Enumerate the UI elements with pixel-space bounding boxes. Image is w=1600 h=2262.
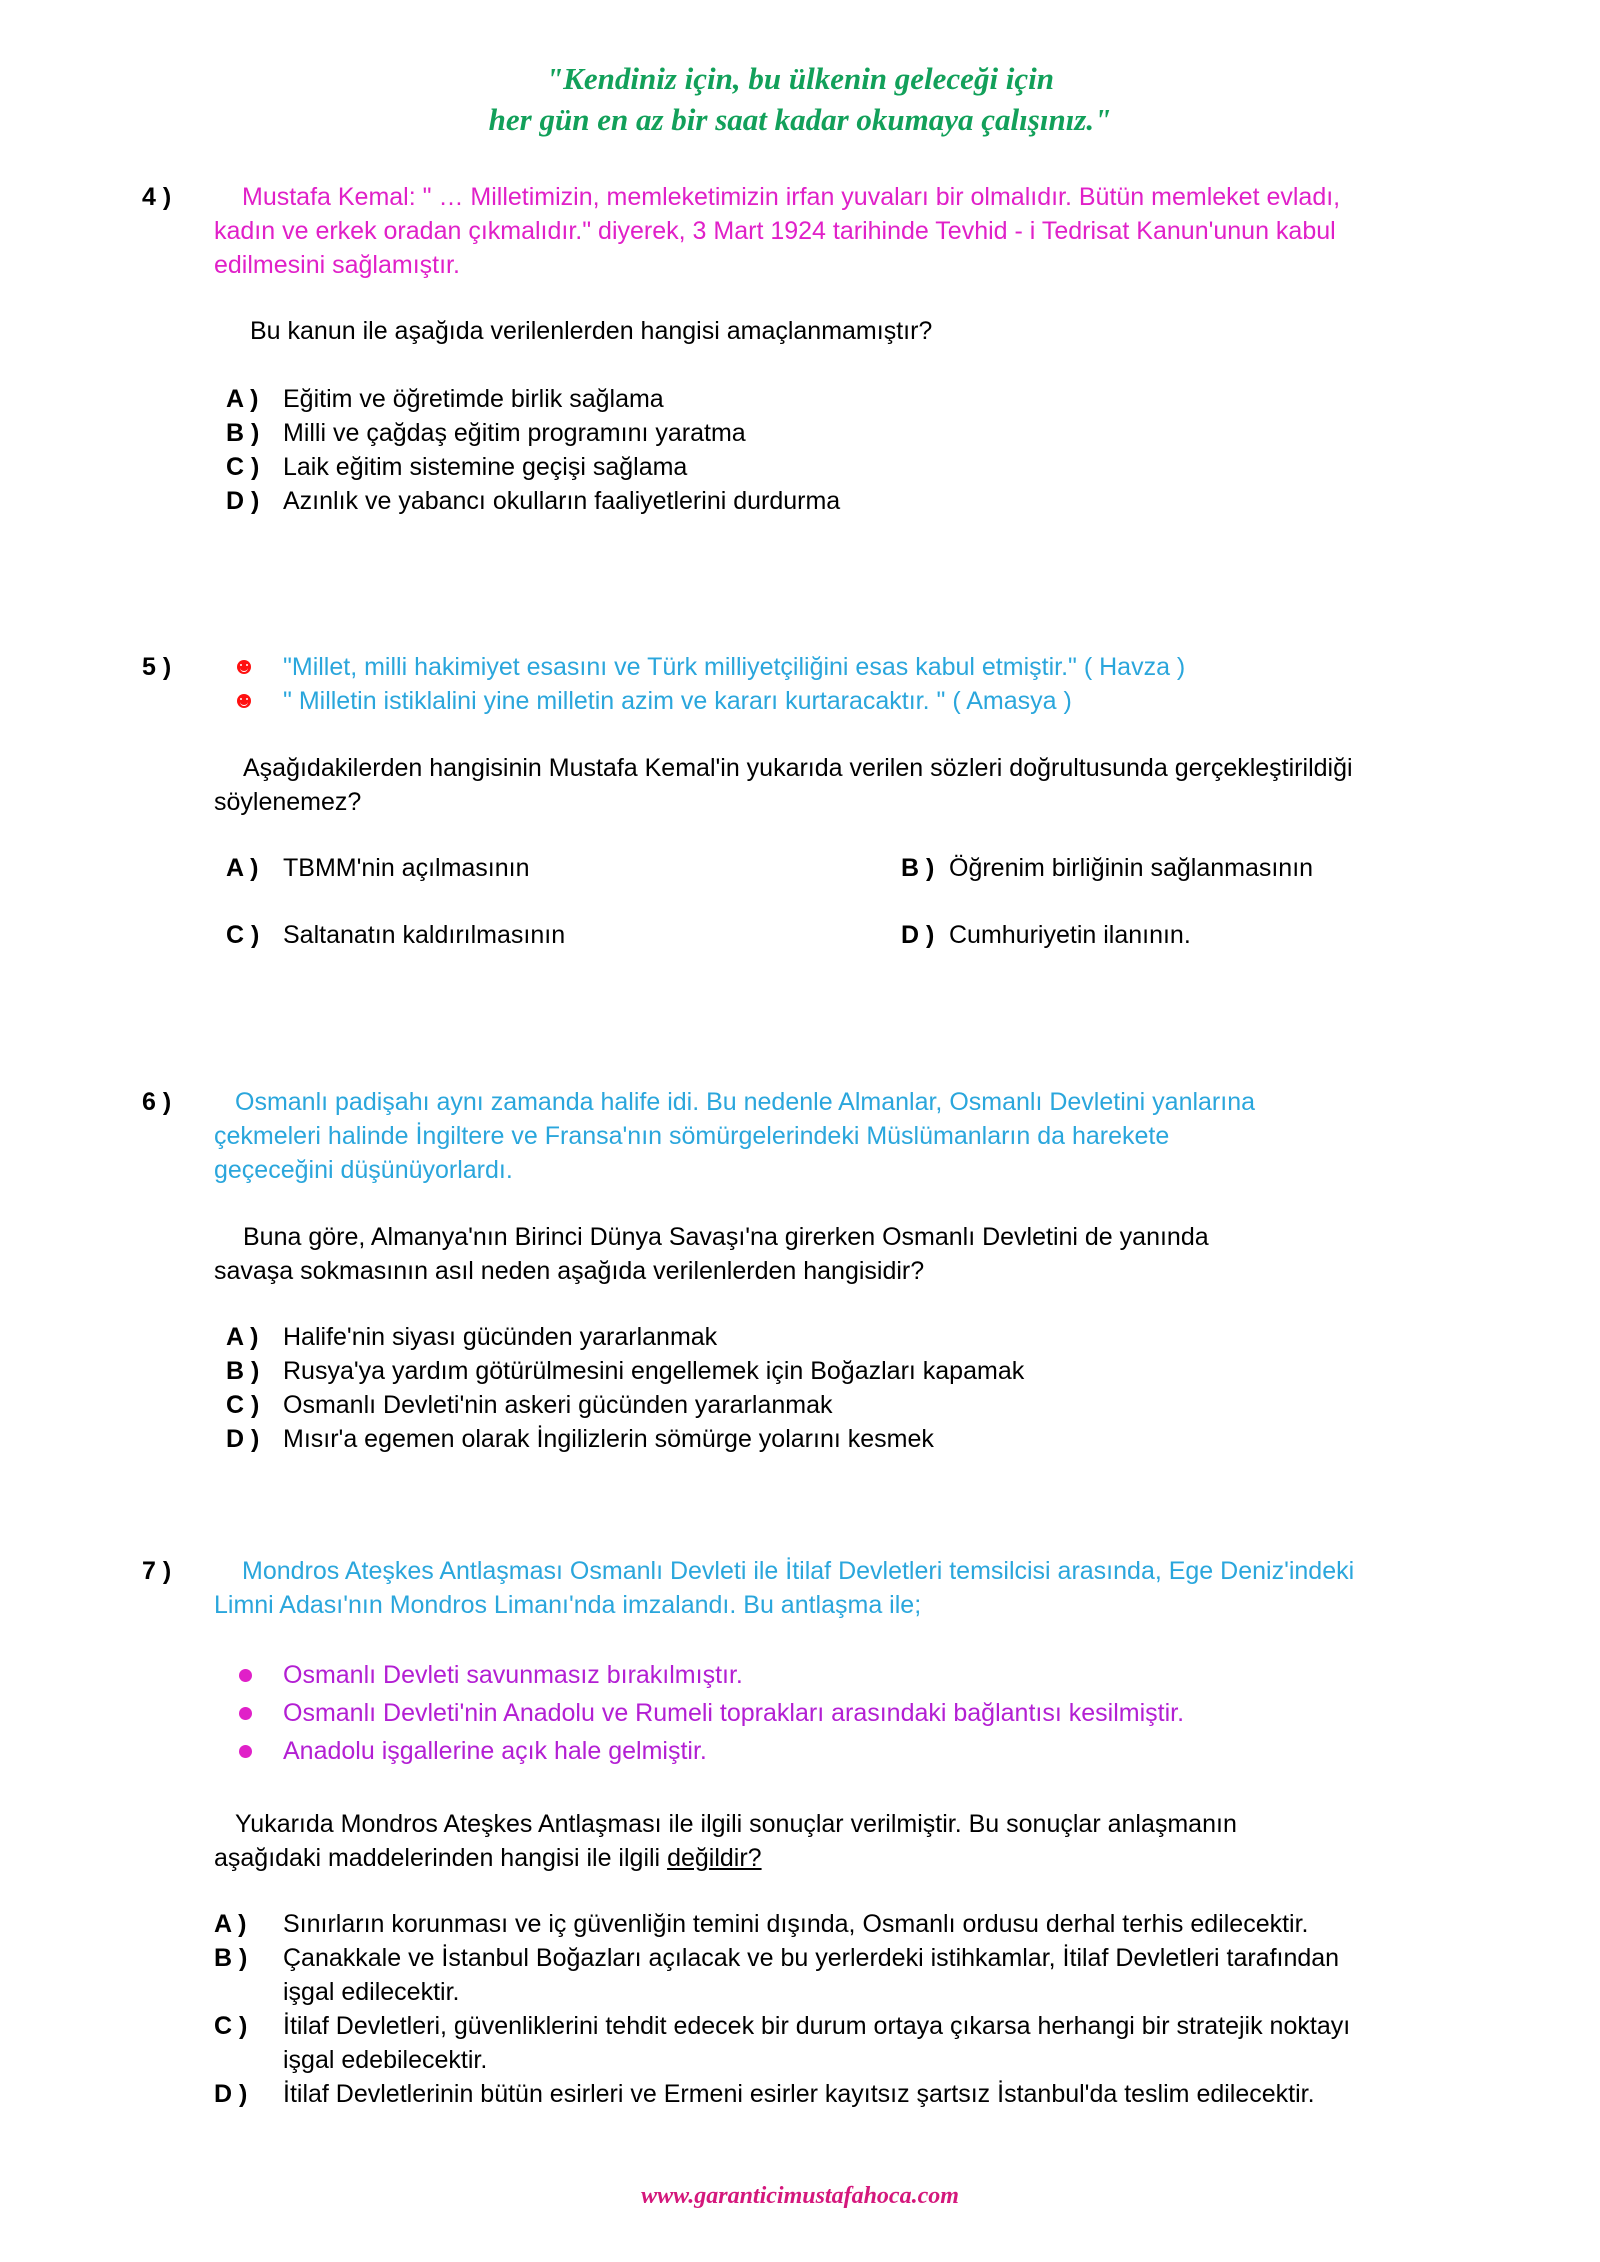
option-label[interactable]: D ) (214, 2080, 248, 2108)
option-text[interactable]: Laik eğitim sistemine geçişi sağlama (283, 453, 688, 481)
question-number: 4 ) (142, 183, 172, 211)
bullet-dot-icon (239, 1669, 252, 1682)
option-label[interactable]: B ) (226, 419, 260, 447)
question-prompt: Bu kanun ile aşağıda verilenlerden hangisi amaçlanmamıştır? (250, 317, 933, 345)
bullet-item: Anadolu işgallerine açık hale gelmiştir. (283, 1737, 707, 1765)
motto-line-2: her gün en az bir saat kadar okumaya çalışınız." (488, 102, 1112, 137)
option-text[interactable]: Milli ve çağdaş eğitim programını yaratma (283, 419, 746, 447)
option-text[interactable]: Saltanatın kaldırılmasının (283, 921, 566, 949)
option-label[interactable]: D ) (226, 487, 260, 515)
option-text[interactable]: işgal edilecektir. (283, 1978, 460, 2006)
option-text[interactable]: Mısır'a egemen olarak İngilizlerin sömürge yolarını kesmek (283, 1425, 934, 1453)
option-text[interactable]: Cumhuriyetin ilanının. (949, 921, 1191, 949)
question-text-line: Mustafa Kemal: " … Milletimizin, memleketimizin irfan yuvaları bir olmalıdır. Bütün memleket evladı, (242, 183, 1341, 211)
option-text[interactable]: Rusya'ya yardım götürülmesini engellemek için Boğazları kapamak (283, 1357, 1025, 1385)
option-text[interactable]: İtilaf Devletleri, güvenliklerini tehdit edecek bir durum ortaya çıkarsa herhangi bir stratejik noktayı (283, 2012, 1351, 2040)
question-number: 6 ) (142, 1088, 172, 1116)
option-text[interactable]: Sınırların korunması ve iç güvenliğin temini dışında, Osmanlı ordusu derhal terhis edilecektir. (283, 1910, 1309, 1938)
question-prompt-text: aşağıdaki maddelerinden hangisi ile ilgili (214, 1844, 668, 1872)
option-text[interactable]: Halife'nin siyası gücünden yararlanmak (283, 1323, 718, 1351)
quote-line: "Millet, milli hakimiyet esasını ve Türk milliyetçiliğini esas kabul etmiştir." ( Havza ) (283, 653, 1186, 681)
option-text[interactable]: Öğrenim birliğinin sağlanmasının (949, 854, 1314, 882)
option-label[interactable]: B ) (226, 1357, 260, 1385)
option-label[interactable]: A ) (214, 1910, 247, 1938)
option-label[interactable]: C ) (226, 453, 260, 481)
question-text-line: Mondros Ateşkes Antlaşması Osmanlı Devleti ile İtilaf Devletleri temsilcisi arasında, Ege Deniz'indeki (242, 1557, 1355, 1585)
question-text-line: kadın ve erkek oradan çıkmalıdır." diyerek, 3 Mart 1924 tarihinde Tevhid - i Tedrisat Kanun'unun kabul (214, 217, 1336, 245)
option-label[interactable]: A ) (226, 854, 259, 882)
option-label[interactable]: A ) (226, 385, 259, 413)
bullet-dot-icon (239, 1707, 252, 1720)
question-number: 5 ) (142, 653, 172, 681)
question-text-line: çekmeleri halinde İngiltere ve Fransa'nın sömürgelerindeki Müslümanların da harekete (214, 1122, 1170, 1150)
question-prompt: Yukarıda Mondros Ateşkes Antlaşması ile ilgili sonuçlar verilmiştir. Bu sonuçlar anlaşmanın (235, 1810, 1237, 1838)
option-label[interactable]: D ) (226, 1425, 260, 1453)
bullet-item: Osmanlı Devleti savunmasız bırakılmıştır. (283, 1661, 743, 1689)
underlined-keyword: değildir? (667, 1844, 762, 1872)
option-text[interactable]: TBMM'nin açılmasının (283, 854, 530, 882)
option-text[interactable]: İtilaf Devletlerinin bütün esirleri ve Ermeni esirler kayıtsız şartsız İstanbul'da teslim edilecektir. (283, 2080, 1315, 2108)
question-prompt: söylenemez? (214, 788, 362, 816)
question-text-line: edilmesini sağlamıştır. (214, 251, 460, 279)
option-label[interactable]: C ) (214, 2012, 248, 2040)
question-text-line: Limni Adası'nın Mondros Limanı'nda imzalandı. Bu antlaşma ile; (214, 1591, 922, 1619)
question-text-line: geçeceğini düşünüyorlardı. (214, 1156, 513, 1184)
option-label[interactable]: A ) (226, 1323, 259, 1351)
question-prompt: savaşa sokmasının asıl neden aşağıda verilenlerden hangisidir? (214, 1257, 925, 1285)
question-prompt: Buna göre, Almanya'nın Birinci Dünya Savaşı'na girerken Osmanlı Devletini de yanında (243, 1223, 1209, 1251)
question-prompt (214, 1841, 762, 1875)
option-text[interactable]: Osmanlı Devleti'nin askeri gücünden yararlanmak (283, 1391, 833, 1419)
quote-line: " Milletin istiklalini yine milletin azim ve kararı kurtaracaktır. " ( Amasya ) (283, 687, 1072, 715)
option-label[interactable]: B ) (901, 854, 935, 882)
option-label[interactable]: C ) (226, 921, 260, 949)
website-footer-link[interactable]: www.garanticimustafahoca.com (641, 2183, 959, 2209)
motto-header (0, 58, 1600, 140)
question-prompt: Aşağıdakilerden hangisinin Mustafa Kemal'in yukarıda verilen sözleri doğrultusunda gerçekleştirildiği (243, 754, 1353, 782)
question-text-line: Osmanlı padişahı aynı zamanda halife idi. Bu nedenle Almanlar, Osmanlı Devletini yanlarına (235, 1088, 1256, 1116)
option-text[interactable]: Eğitim ve öğretimde birlik sağlama (283, 385, 664, 413)
option-label[interactable]: C ) (226, 1391, 260, 1419)
motto-line-1: "Kendiniz için, bu ülkenin geleceği için (545, 61, 1055, 96)
option-text[interactable]: işgal edebilecektir. (283, 2046, 488, 2074)
smiley-bullet-icon (237, 660, 251, 674)
option-label[interactable]: D ) (901, 921, 935, 949)
option-text[interactable]: Çanakkale ve İstanbul Boğazları açılacak ve bu yerlerdeki istihkamlar, İtilaf Devletleri tarafından (283, 1944, 1340, 1972)
bullet-item: Osmanlı Devleti'nin Anadolu ve Rumeli toprakları arasındaki bağlantısı kesilmiştir. (283, 1699, 1185, 1727)
option-text[interactable]: Azınlık ve yabancı okulların faaliyetlerini durdurma (283, 487, 841, 515)
question-number: 7 ) (142, 1557, 172, 1585)
bullet-dot-icon (239, 1745, 252, 1758)
smiley-bullet-icon (237, 694, 251, 708)
option-label[interactable]: B ) (214, 1944, 248, 1972)
